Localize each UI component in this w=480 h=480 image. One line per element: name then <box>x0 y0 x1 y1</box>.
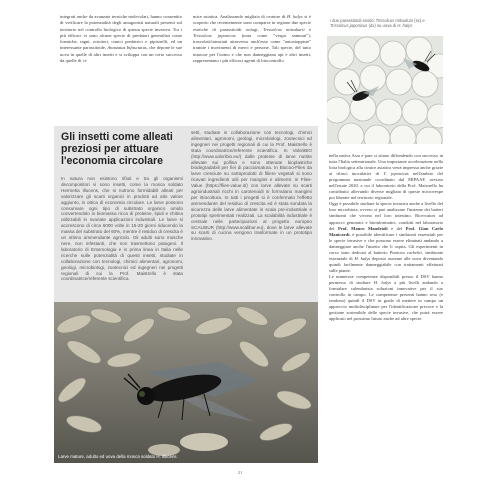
paragraph: integrati anche da avanzate tecniche molecolari, hanno consentito di verificare la potenzialità degli antagonisti naturali presenti sul territorio nel controllo biologico di questa specie invasiva. Tra i più efficaci vi sono alcune specie di predatori generalisti come formiche, ragni, ortotteri, cimici predatrici e pipistrelli, ed un interessante parassitoide, Anastatus bifasciatus, che depone le sue uova in quelle di altri insetti e si sviluppa con un certo successo da quelle di ci- <box>60 14 182 63</box>
box-text-right: setti, studiate in collaborazione con tecnologi, chimici alimentari, agronomi, geologi, microbiologi, zootecnici ed ingegneri nei progetti regionali di cui la Prof. Maistrello è stata coordinatrice/referente scientifica. In ValoriBIO (http://www.valoribio.eu/) dalle proteine di larve nutrite allevate sui pollina e sono ottenute bioplastiche biodegradabili per fiei di pacciamatura. In Biocoo-Flies da larve cresciute su sottoprodotti di filiere vegetali si sono ricavati ingredienti utili per mangimi e alimenti. In Flies-Value (https://flies-value.it/) con larve allevate su scarti agroindustriali ricchi in carotenoidi si formulano mangimi per ittiocoltura. In tutti i progetti si è confermato l'effetto ammendante del residuo di crescita ed è stata sondata la sicurezza delle larve alimentate in scala pre-industriale e prototipi sperimentati realizzati. La scalabilità industriale è centrale nelle partecipazioni al progetto europeo SCALIBUR (http://www.scalibur.eu), dove le larve allevate su scarti di cucina vengono trasformate in un prototipo innovativo. <box>191 130 312 242</box>
body-text-column-1 <box>60 14 182 64</box>
body-text-column-3 <box>329 153 443 322</box>
parasitoid-eggs-photo <box>327 36 443 144</box>
photo-caption: Larve mature, adulto ed uova della mosca soldato H. illucens <box>58 454 177 459</box>
page-number: 21 <box>237 470 243 475</box>
box-title: Gli insetti come alleati preziosi per attuare l'economia circolare <box>61 131 173 167</box>
paragraph: Le numerose competenze disponibili presso il DSV hanno permesso di studiare H. halys a più livelli andando a formulare calendarista soluzioni innovative per il suo controllo in campo. Le competenze presenti hanno reso (e rendono) quindi il DSV in grado di mettere in campo un approccio multidisciplinare per l'identificazione precoce e la gestione sostenibile delle specie invasive, che potrà essere applicato nel prossimo futuro anche ad altre specie. <box>329 273 444 322</box>
body-text-column-2 <box>193 14 311 64</box>
paragraph: Oggi è possibile studiare la specie invasiva anche a livello del loro microbiota, ovvero si può analizzare l'insieme dei batteri simbionti che vivono nel loro intestino. Ricercatori ad approcci genomici e bioinformatici, condotti nel laboratorio del Prof. Mauro Mandrioli e del Prof. Gian Carlo Manicardi, è possibile identificare i simbionti essenziali per le specie invasive e che possono essere eliminati andando a danneggiare anche l'insetto che li ospita. Gli esperimenti in corso sono dedicati al batterio Pantoea carbekii, simbionte essenziale di H. halys deposto assieme alle uova diventando quindi facilmente danneggiabile con trattamenti effettuati sulle piante. <box>329 201 444 273</box>
sidebar-article-box <box>54 126 318 463</box>
paragraph: nella nativa Asia e pare si stiano diffondendo con successo in tutta l'Italia settentrionale. Una importante accelerazione nella lotta biologica alla cimice asiatica verrà impressa anche grazie ai rilasci inoculativi di T. japonicus nell'ambito del programma nazionale coordinato dal MIPAAF, avviato nell'estate 2020, a cui il laboratorio della Prof. Maistrello ha contribuito allevando diverse migliaia di queste microvespe poi liberate nel territorio regionale. <box>329 153 443 201</box>
box-text-left: In natura non esistono rifiuti e tra gli organismi decompositori vi sono insetti, come la mosca soldato Hermetia illucens, che si nutrono formidabili alleati per valorizzare gli scarti organici in prodotti ad alto valore aggiunto, in ottica di economia circolare. Le larve possono consumare ogni tipo di substrato organico umido convertendolo in biomassa ricca di proteine, lipidi e chitina utilizzabili in svariate applicazioni industriali. Le larve si accrescono di circa 6000 volte in 15-20 giorni riducendo la massa del substrato del 60%, mentre il residuo di crescita è un ottimo ammendante agricolo. Gli adulti sono mosche nere, non infestanti, che non trasmettono patogeni. Il laboratorio di Entomologia e in prima linea in Italia nelle ricerche sulle potenzialità di questi insetti, studiate in collaborazione con tecnologi, chimici alimentari, agronomi, geologi, microbiologi, zootecnici ed ingegneri nei progetti regionali di cui la Prof. Maistrello è stata coordinatrice/referente scientifica. <box>61 176 183 282</box>
eggs-illustration <box>327 36 443 144</box>
paragraph: mice asiatica. Analizzando migliaia di ovature di H. halys si è scoperto che recentemente sono comparse in regione due specie esotiche di parassitoidi oofagi, Trissolcus mitsukurii e Trissolcus japonicus (nota come "vespa samurai"), trasvolati/transitati attraverso anch'esse come "autostoppiste" tramite i movimenti di merci e persone. Tali specie, del tutto innocue per l'uomo e che non danneggiano api e altri insetti, rappresentano i più efficaci agenti di biocontrollo <box>193 14 312 63</box>
larvae-photo <box>54 302 318 463</box>
larvae-illustration <box>54 302 318 463</box>
eggs-photo-caption: i due parassitoidi esotici Trissolcus mitsukurii (sx) e Trissolcus japonicus (dx) su uova di H. halys <box>330 18 425 29</box>
